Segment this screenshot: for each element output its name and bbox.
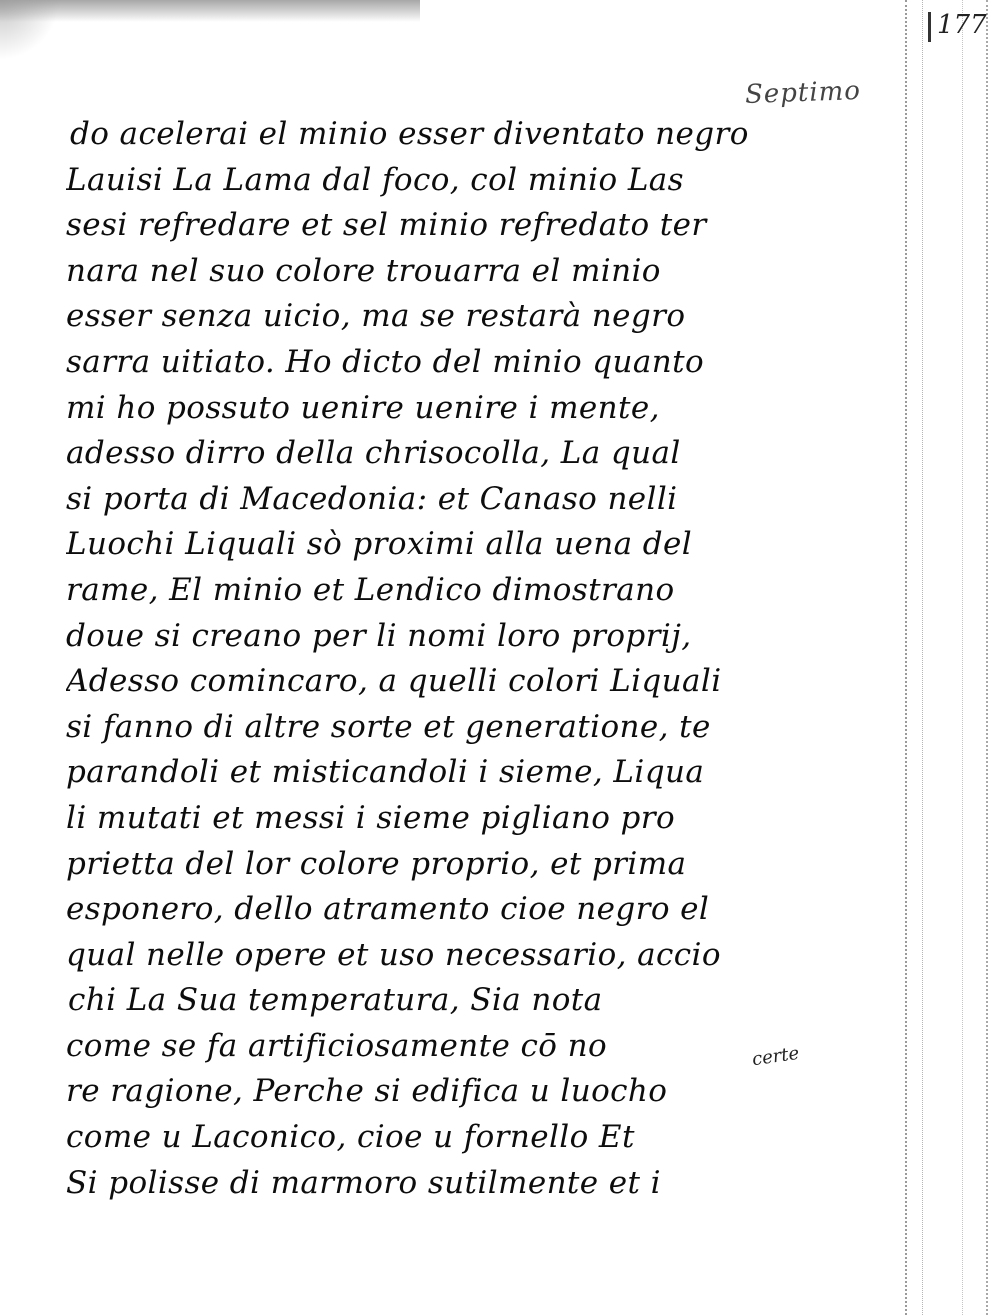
text-line: Adesso comincaro, a quelli colori Liquali bbox=[66, 663, 722, 700]
text-line: come u Laconico, cioe u fornello Et bbox=[66, 1119, 635, 1156]
scan-corner-shadow bbox=[0, 0, 60, 60]
text-line: prietta del lor colore proprio, et prima bbox=[66, 845, 687, 882]
scan-shadow bbox=[0, 0, 420, 22]
margin-note: Septimo bbox=[744, 75, 862, 111]
folio-bracket bbox=[928, 12, 931, 42]
text-line: nara nel suo colore trouarra el minio bbox=[66, 252, 661, 289]
text-line: doue si creano per li nomi loro proprij, bbox=[66, 617, 692, 654]
text-line: Si polisse di marmoro sutilmente et i bbox=[66, 1164, 661, 1201]
text-line: si fanno di altre sorte et generatione, te bbox=[66, 708, 711, 745]
text-line: li mutati et messi i sieme pigliano pro bbox=[66, 799, 676, 836]
page-edge-line bbox=[962, 0, 963, 1315]
text-line: esponero, dello atramento cioe negro el bbox=[66, 891, 710, 928]
text-line: come se fa artificiosamente cō no bbox=[66, 1027, 608, 1064]
page-edge-line bbox=[922, 0, 923, 1315]
text-line: sesi refredare et sel minio refredato ter bbox=[66, 207, 707, 244]
text-line: do acelerai el minio esser diventato negro bbox=[70, 116, 749, 152]
text-line: adesso dirro della chrisocolla, La qual bbox=[66, 435, 681, 472]
interlinear-insert: certe bbox=[750, 1042, 801, 1071]
page-edge-line bbox=[905, 0, 907, 1315]
handwritten-text-block bbox=[66, 112, 846, 1206]
text-line: chi La Sua temperatura, Sia nota bbox=[68, 982, 603, 1019]
folio-number: 177 bbox=[937, 10, 987, 40]
text-line: Luochi Liquali sò proximi alla uena del bbox=[66, 526, 693, 563]
page-edge-line bbox=[986, 0, 988, 1315]
text-line: Lauisi La Lama dal foco, col minio Las bbox=[66, 161, 684, 198]
text-line: qual nelle opere et uso necessario, accio bbox=[66, 936, 721, 973]
text-line: mi ho possuto uenire uenire i mente, bbox=[66, 389, 660, 426]
text-line: re ragione, Perche si edifica u luocho bbox=[66, 1073, 668, 1110]
text-line: si porta di Macedonia: et Canaso nelli bbox=[66, 480, 678, 517]
text-line: parandoli et misticandoli i sieme, Liqua bbox=[66, 754, 705, 791]
text-line: rame, El minio et Lendico dimostrano bbox=[66, 571, 675, 608]
text-line: sarra uitiato. Ho dicto del minio quanto bbox=[66, 343, 705, 380]
text-line: esser senza uicio, ma se restarà negro bbox=[66, 298, 686, 335]
